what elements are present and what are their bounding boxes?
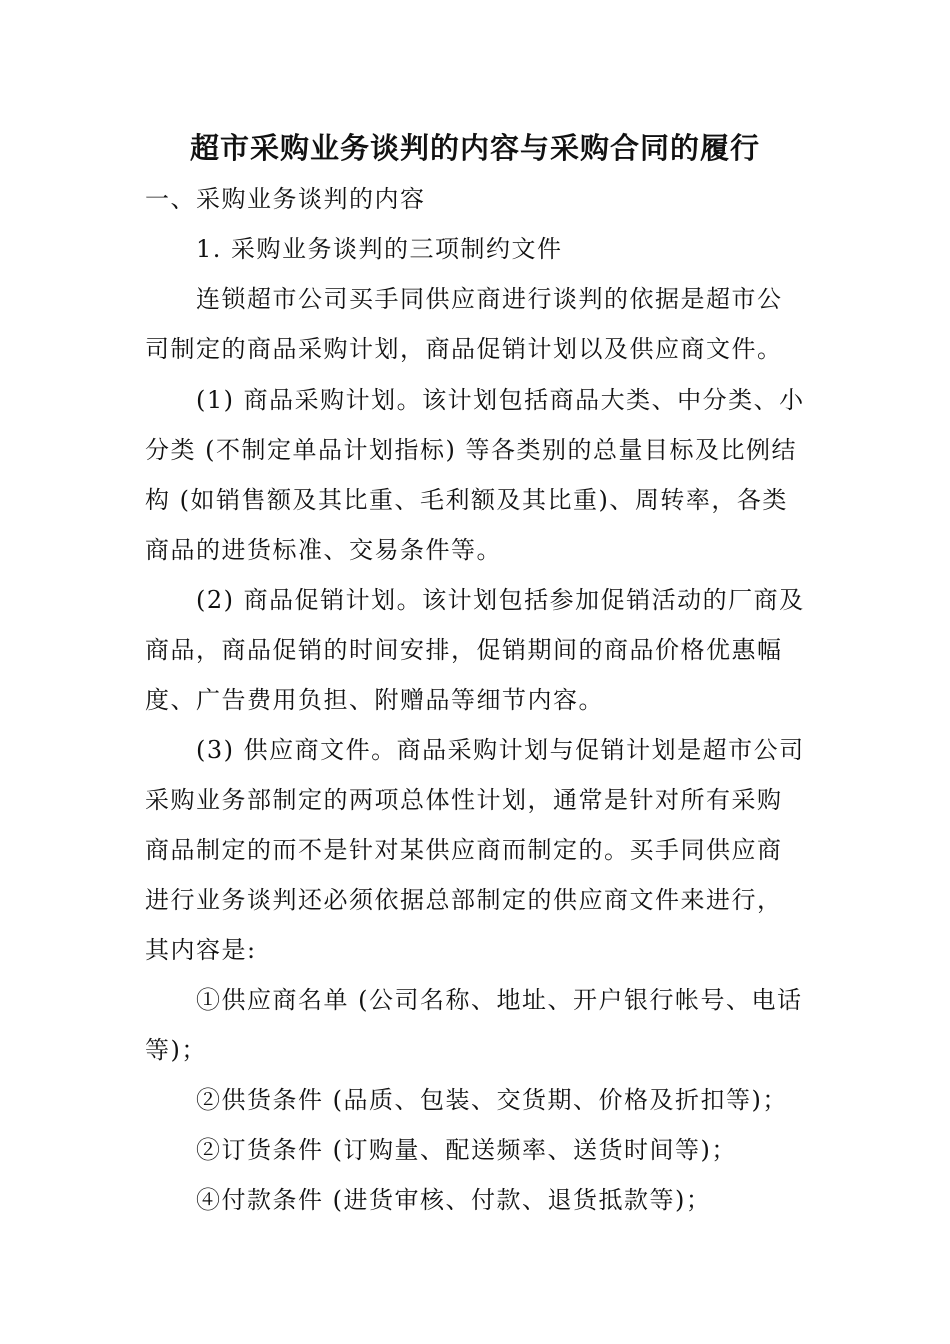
paragraph-line: (2) 商品促销计划。该计划包括参加促销活动的厂商及: [196, 586, 805, 614]
paragraph-line: 商品制定的而不是针对某供应商而制定的。买手同供应商: [145, 836, 783, 864]
subsection-heading: 1. 采购业务谈判的三项制约文件: [196, 235, 563, 263]
list-item: ②供货条件 (品质、包装、交货期、价格及折扣等)；: [196, 1086, 788, 1114]
paragraph-line: 分类 (不制定单品计划指标) 等各类别的总量目标及比例结: [145, 436, 797, 464]
paragraph-line: (3) 供应商文件。商品采购计划与促销计划是超市公司: [196, 736, 805, 764]
paragraph-line: 采购业务部制定的两项总体性计划，通常是针对所有采购: [145, 786, 783, 814]
paragraph-line: (1) 商品采购计划。该计划包括商品大类、中分类、小: [196, 386, 805, 414]
list-item: ④付款条件 (进货审核、付款、退货抵款等)；: [196, 1186, 712, 1214]
list-item: ②订货条件 (订购量、配送频率、送货时间等)；: [196, 1136, 737, 1164]
list-item: ①供应商名单 (公司名称、地址、开户银行帐号、电话: [196, 986, 803, 1014]
paragraph-line: 商品的进货标准、交易条件等。: [145, 536, 502, 564]
list-item-continuation: 等)；: [145, 1036, 207, 1064]
paragraph-line: 连锁超市公司买手同供应商进行谈判的依据是超市公: [196, 285, 783, 313]
paragraph-line: 构 (如销售额及其比重、毛利额及其比重)、周转率，各类: [145, 486, 788, 514]
paragraph-line: 度、广告费用负担、附赠品等细节内容。: [145, 686, 604, 714]
document-title: 超市采购业务谈判的内容与采购合同的履行: [189, 131, 760, 165]
paragraph-line: 其内容是:: [145, 936, 257, 964]
paragraph-line: 司制定的商品采购计划，商品促销计划以及供应商文件。: [145, 335, 783, 363]
paragraph-line: 进行业务谈判还必须依据总部制定的供应商文件来进行，: [145, 886, 783, 914]
paragraph-line: 商品，商品促销的时间安排，促销期间的商品价格优惠幅: [145, 636, 783, 664]
section-heading: 一、采购业务谈判的内容: [145, 185, 426, 213]
